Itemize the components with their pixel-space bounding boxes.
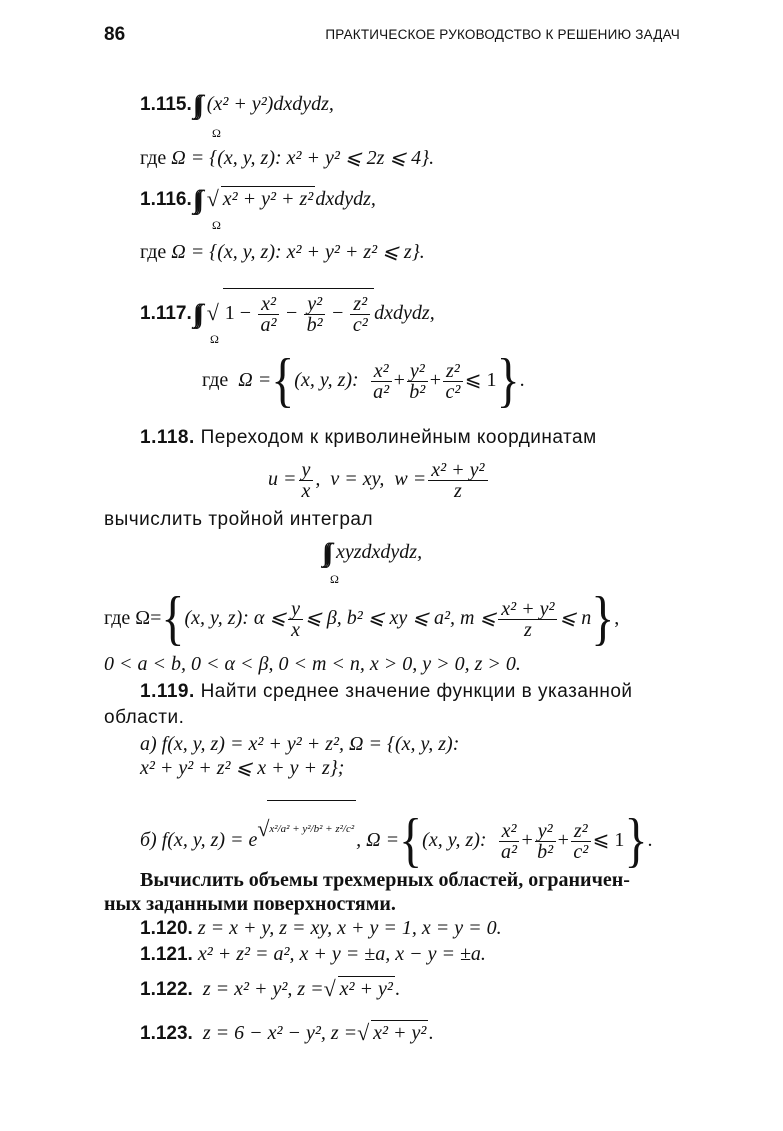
integration-domain-label: Ω — [330, 572, 339, 586]
curvilinear-coordinates: u = $\frac{y}{x}$ , v = xy, w = $\frac{\text{x² + y²}}{z}$ — [268, 454, 490, 504]
problem-1-117: 1.117. √ 1 − $\frac{\text{x²}}{\text{a²}}$ − $\frac{\text{y²}}{\text{b²}}$ − $\frac{\text{z²}}{\text{c²}}$ dxdydz, — [140, 288, 435, 338]
sqrt: √ 1 − $\frac{\text{x²}}{\text{a²}}$ − $\frac{\text{y²}}{\text{b²}}$ − $\frac{\text{z²}}{\text{c²}}$ — [207, 288, 374, 337]
problem-number: 1.119. — [140, 681, 195, 702]
part-a-line2: x² + y² + z² ⩽ x + y + z}; — [140, 757, 345, 779]
problem-number: 1.118. — [140, 427, 195, 448]
integration-domain-label: Ω — [212, 218, 221, 232]
text-line: области. — [104, 707, 185, 728]
page-header — [104, 24, 680, 48]
problem-1-116: 1.116. √ x² + y² + z² dxdydz, — [140, 186, 376, 212]
part-b: б) f(x, y, z) = e√ x²/a² + y²/b² + z²/c² , Ω ={(x, y, z): $\frac{\text{x²}}{\text{a²}}$ + $\frac{\text{y²}}{\text{b²}}$ + $\frac{\text{z²}}{\text{c²}}$ ⩽ 1}. — [140, 800, 652, 868]
page-number: 86 — [104, 24, 126, 45]
problem-1-120: 1.120. z = x + y, z = xy, x + y = 1, x = y = 0. — [140, 917, 502, 939]
integration-domain-label: Ω — [210, 332, 219, 346]
integrand: (x² + y²)dxdydz, — [206, 93, 334, 115]
problem-1-123: 1.123. z = 6 − x² − y², z =√ x² + y² . — [140, 1020, 433, 1046]
section-heading-line2: ных заданными поверхностями. — [104, 893, 396, 915]
running-title: ПРАКТИЧЕСКОЕ РУКОВОДСТВО К РЕШЕНИЮ ЗАДАЧ — [325, 27, 680, 42]
problem-number: 1.116. — [140, 189, 192, 210]
problem-number: 1.115. — [140, 94, 192, 115]
part-a-line1: а) f(x, y, z) = x² + y² + z², Ω = {(x, y, z): — [140, 733, 460, 755]
section-heading-line1: Вычислить объемы трехмерных областей, ограничен- — [140, 869, 630, 891]
problem-1-121: 1.121. x² + z² = a², x + y = ±a, x − y = ±a. — [140, 943, 486, 965]
condition-1-118: где Ω={(x, y, z): α ⩽ $\frac{y}{x}$ ⩽ β, b² ⩽ xy ⩽ a², m ⩽ $\frac{\text{x² + y²}}{z}$ ⩽ n}, — [104, 585, 620, 652]
problem-1-122: 1.122. z = x² + y², z =√ x² + y² . — [140, 976, 400, 1002]
text-line: вычислить тройной интеграл — [104, 509, 374, 530]
condition-1-117: где Ω ={(x, y, z): $\frac{\text{x²}}{\text{a²}}$ + $\frac{\text{y²}}{\text{b²}}$ + $\frac{\text{z²}}{\text{c²}}$ ⩽ 1}. — [202, 347, 525, 414]
triple-integral: xyzdxdydz, — [336, 541, 423, 563]
problem-1-115 — [140, 92, 334, 117]
problem-1-119: 1.119. Найти среднее значение функции в указанной — [140, 681, 633, 702]
problem-number: 1.117. — [140, 303, 192, 324]
integration-domain-label: Ω — [212, 126, 221, 140]
inequalities: 0 < a < b, 0 < α < β, 0 < m < n, x > 0, y > 0, z > 0. — [104, 653, 521, 675]
condition-1-116: где Ω = {(x, y, z): x² + y² + z² ⩽ z}. — [140, 241, 425, 263]
problem-1-118: 1.118. Переходом к криволинейным координатам — [140, 427, 597, 448]
condition-1-115: где Ω = {(x, y, z): x² + y² ⩽ 2z ⩽ 4}. — [140, 147, 435, 169]
sqrt: √ x² + y² + z² — [207, 186, 316, 211]
